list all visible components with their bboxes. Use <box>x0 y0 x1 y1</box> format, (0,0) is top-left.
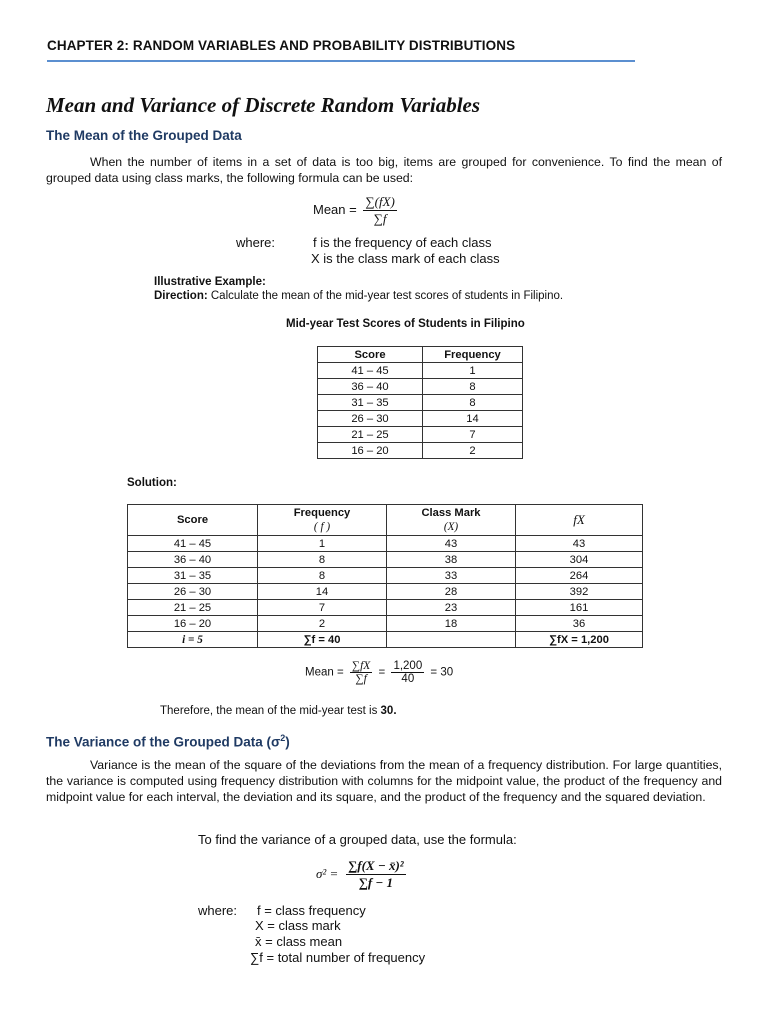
direction-text: Calculate the mean of the mid-year test scores of students in Filipino. <box>210 290 564 302</box>
table-cell: 2 <box>423 443 523 459</box>
chapter-heading: CHAPTER 2: RANDOM VARIABLES AND PROBABILITY DISTRIBUTIONS <box>47 38 516 53</box>
table-cell: 16 – 20 <box>128 616 258 632</box>
table-cell: 161 <box>516 600 643 616</box>
calc-numerator: ∑fX <box>351 660 371 672</box>
totals-cell: ∑fX = 1,200 <box>516 632 643 648</box>
calc-equals: = <box>378 666 386 679</box>
mean-formula-denominator: ∑f <box>373 211 387 226</box>
variance-where-mean: x̄ = class mean <box>255 934 343 949</box>
table-cell: 31 – 35 <box>318 395 423 411</box>
table-cell: 1 <box>258 536 387 552</box>
solution-score-header: Score <box>128 505 258 536</box>
table-row <box>318 395 523 411</box>
scores-table <box>317 346 523 459</box>
totals-cell <box>387 632 516 648</box>
table-cell: 18 <box>387 616 516 632</box>
table-row <box>318 411 523 427</box>
calc-denominator: ∑f <box>355 673 367 685</box>
solution-fx-header: fX <box>516 505 643 536</box>
calc-result: = 30 <box>430 666 454 679</box>
variance-section-heading <box>46 733 290 750</box>
calc-denominator-value: 40 <box>401 673 415 685</box>
table-row <box>128 616 643 632</box>
frequency-header-symbol: ( f ) <box>313 521 331 533</box>
solution-header-row <box>128 505 643 536</box>
table-row <box>128 600 643 616</box>
mean-conclusion <box>160 705 397 717</box>
table-header-row <box>318 347 523 363</box>
table-row <box>128 584 643 600</box>
direction-label: Direction: <box>154 290 208 302</box>
solution-frequency-header <box>258 505 387 536</box>
table-cell: 7 <box>258 600 387 616</box>
calc-label: Mean = <box>305 666 344 679</box>
table-cell: 36 <box>516 616 643 632</box>
score-column-header: Score <box>318 347 423 363</box>
mean-calculation <box>305 660 453 685</box>
table-cell: 2 <box>258 616 387 632</box>
table-cell: 14 <box>423 411 523 427</box>
table-cell: 16 – 20 <box>318 443 423 459</box>
table-cell: 8 <box>423 379 523 395</box>
table-cell: 41 – 45 <box>128 536 258 552</box>
solution-table <box>127 504 643 648</box>
variance-where-total: ∑f = total number of frequency <box>250 950 426 965</box>
table-cell: 23 <box>387 600 516 616</box>
table-cell: 38 <box>387 552 516 568</box>
table-cell: 36 – 40 <box>128 552 258 568</box>
variance-heading-end: ) <box>285 734 290 750</box>
page-title: Mean and Variance of Discrete Random Variables <box>46 93 481 117</box>
table-cell: 8 <box>258 568 387 584</box>
example-direction <box>154 290 563 302</box>
table-cell: 31 – 35 <box>128 568 258 584</box>
table-cell: 21 – 25 <box>128 600 258 616</box>
table-cell: 21 – 25 <box>318 427 423 443</box>
table-cell: 28 <box>387 584 516 600</box>
totals-cell: i = 5 <box>128 632 258 648</box>
variance-heading-sup: 2 <box>280 733 286 743</box>
mean-where-x: X is the class mark of each class <box>311 251 500 266</box>
mean-intro-paragraph: When the number of items in a set of data is too big, items are grouped for convenience. To find the mean of grouped data using class marks, the following formula can be used: <box>46 155 722 185</box>
variance-formula <box>316 858 406 891</box>
table-row <box>318 379 523 395</box>
table-row <box>318 427 523 443</box>
chapter-divider <box>47 60 635 62</box>
table-cell: 41 – 45 <box>318 363 423 379</box>
table-cell: 26 – 30 <box>318 411 423 427</box>
table-cell: 33 <box>387 568 516 584</box>
solution-classmark-header <box>387 505 516 536</box>
table-row <box>318 443 523 459</box>
table-row <box>318 363 523 379</box>
table-cell: 392 <box>516 584 643 600</box>
mean-formula-numerator: ∑(fX) <box>365 194 395 209</box>
variance-formula-denominator: ∑f − 1 <box>358 875 394 890</box>
table-cell: 264 <box>516 568 643 584</box>
conclusion-value: 30. <box>380 705 397 717</box>
table-cell: 43 <box>516 536 643 552</box>
table-cell: 304 <box>516 552 643 568</box>
frequency-header-text: Frequency <box>293 507 351 519</box>
mean-formula-label: Mean = <box>313 201 357 217</box>
table-cell: 26 – 30 <box>128 584 258 600</box>
variance-formula-lhs: σ² = <box>316 865 339 881</box>
variance-formula-numerator: ∑f(X − x̄)² <box>347 858 404 873</box>
mean-formula <box>313 194 397 227</box>
totals-cell: ∑f = 40 <box>258 632 387 648</box>
mean-where-f: f is the frequency of each class <box>313 235 492 250</box>
table-row <box>128 568 643 584</box>
table-cell: 7 <box>423 427 523 443</box>
table-row <box>128 536 643 552</box>
variance-intro-paragraph: Variance is the mean of the square of the deviations from the mean of a frequency distribution. For large quantities, the variance is computed using frequency distribution with columns for the midpoint value, the product of the frequency and midpoint value for each interval, the deviation and its square, and the product of the frequency and the squared deviation. <box>46 758 722 804</box>
classmark-header-symbol: (X) <box>443 521 459 533</box>
mean-where-label: where: <box>236 235 276 250</box>
classmark-header-text: Class Mark <box>421 507 481 519</box>
totals-row <box>128 632 643 648</box>
variance-where-f: f = class frequency <box>257 903 366 918</box>
calc-numerator-value: 1,200 <box>393 660 423 672</box>
table-cell: 8 <box>258 552 387 568</box>
table-cell: 36 – 40 <box>318 379 423 395</box>
example-label: Illustrative Example: <box>154 276 266 288</box>
variance-heading-text: The Variance of the Grouped Data (σ <box>46 734 281 750</box>
solution-label: Solution: <box>127 477 177 489</box>
variance-where-label: where: <box>198 903 238 918</box>
table-row <box>128 552 643 568</box>
mean-section-heading: The Mean of the Grouped Data <box>46 128 242 143</box>
variance-formula-intro: To find the variance of a grouped data, use the formula: <box>198 832 517 847</box>
table-cell: 14 <box>258 584 387 600</box>
variance-where-x: X = class mark <box>255 918 341 933</box>
frequency-column-header: Frequency <box>423 347 523 363</box>
table-cell: 43 <box>387 536 516 552</box>
scores-table-title: Mid-year Test Scores of Students in Filipino <box>286 318 525 330</box>
conclusion-text: Therefore, the mean of the mid-year test is <box>160 705 378 717</box>
table-cell: 1 <box>423 363 523 379</box>
table-cell: 8 <box>423 395 523 411</box>
